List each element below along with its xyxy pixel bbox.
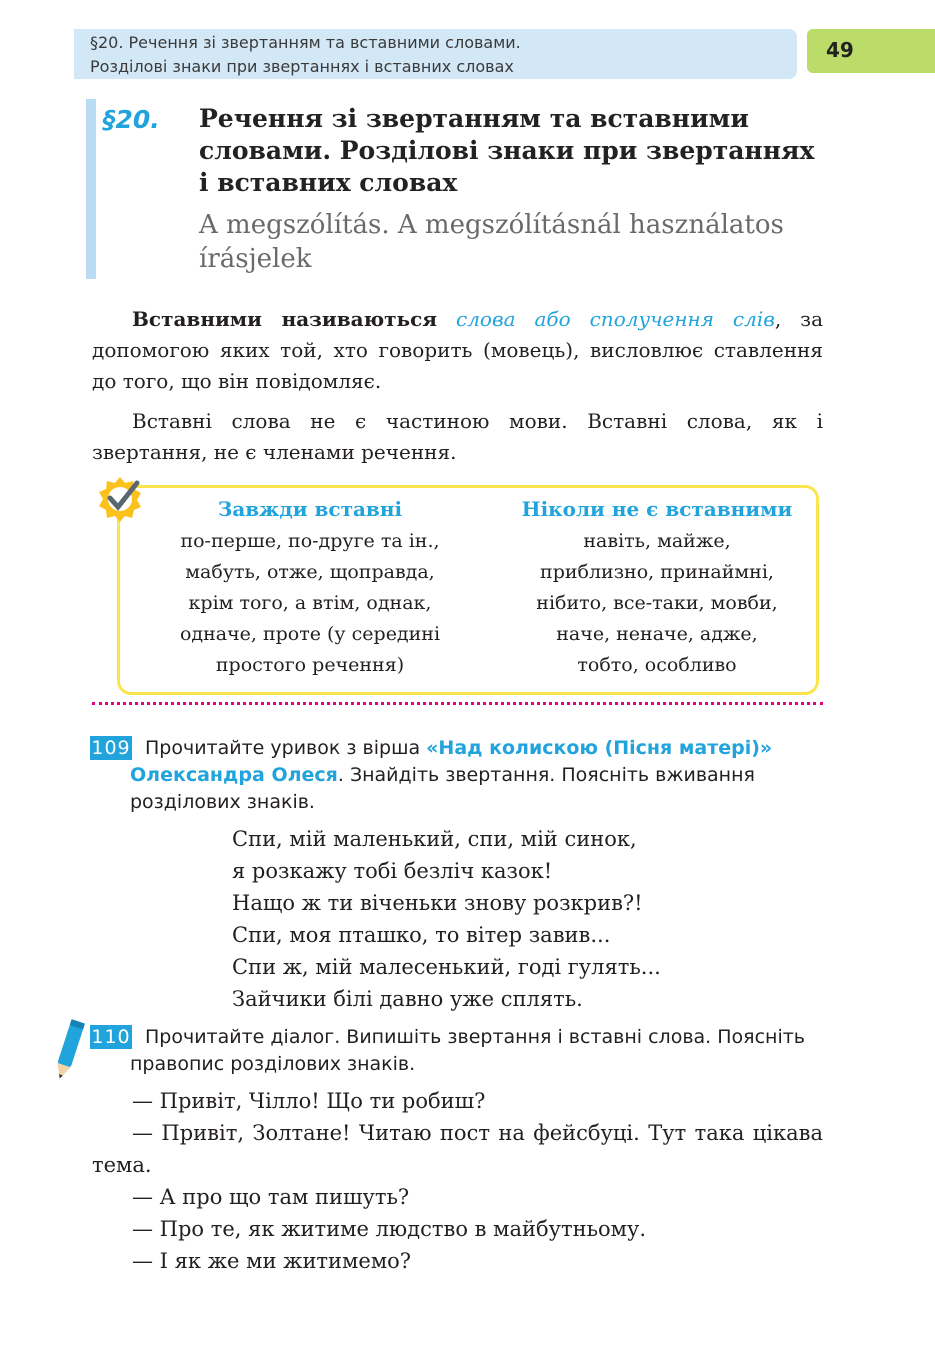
checkmark-gear-icon [95, 474, 145, 524]
poem-line: я розкажу тобі безліч казок! [232, 859, 553, 883]
poem-line: Спи ж, мій малесенький, годі гулять... [232, 955, 661, 979]
exercise-109-text-end: . Знайдіть звертання. Поясніть вживання розділових знаків. [130, 764, 755, 813]
dialog-line: — Про те, як житиме людство в майбутньому. [132, 1217, 647, 1241]
title-ua-line: словами. Розділові знаки при звертаннях [199, 136, 815, 165]
page-number: 49 [826, 38, 854, 62]
rule-line: тобто, особливо [577, 654, 737, 676]
poem-line: Спи, мій маленький, спи, мій синок, [232, 827, 637, 851]
pencil-icon [50, 1018, 88, 1082]
rule-line: крім того, а втім, однак, [188, 592, 432, 614]
running-header-line2: Розділові знаки при звертаннях і вставних словах [90, 57, 514, 76]
title-hu-line: A megszólítás. A megszólításnál használatos [199, 210, 784, 240]
running-header [90, 31, 521, 79]
rule-line: по-перше, по-друге та ін., [180, 530, 440, 552]
note-paragraph: Вставні слова не є частиною мови. Вставні слова, як і звертання, не є членами речення. [92, 409, 823, 464]
title-hu-line: írásjelek [199, 244, 312, 274]
section-title-hungarian [199, 208, 839, 276]
definition-term: Вставними називаються [132, 307, 438, 331]
exercise-number-badge: 109 [91, 737, 131, 759]
dialog [92, 1085, 823, 1277]
always-parenthetical-heading: Завжди вставні [217, 497, 403, 521]
running-header-line1: §20. Речення зі звертанням та вставними словами. [90, 33, 521, 52]
exercise-109-text: Прочитайте уривок з вірша [145, 737, 427, 759]
rule-line: мабуть, отже, щоправда, [185, 561, 435, 583]
section-title-ukrainian [199, 103, 839, 199]
rule-line: наче, неначе, адже, [556, 623, 758, 645]
definition-paragraph [92, 304, 823, 397]
never-parenthetical-column [507, 492, 807, 681]
definition-rest: , за допомогою яких той, хто говорить (мовець), висловлює ставлення до того, що він повідомляє. [92, 307, 823, 393]
title-accent-bar [86, 99, 96, 279]
rule-line: приблизно, принаймні, [540, 561, 774, 583]
poem [232, 823, 661, 1015]
exercise-110-instructions: Прочитайте діалог. Випишіть звертання і вставні слова. Поясніть правопис розділових знаків. [130, 1026, 805, 1075]
poem-line: Нащо ж ти віченьки знову розкрив?! [232, 891, 643, 915]
rule-line: нібито, все-таки, мовби, [536, 592, 778, 614]
poem-line: Зайчики білі давно уже сплять. [232, 987, 583, 1011]
poem-reference: «Над колискою (Пісня матері)» Олександра Олеся [130, 737, 773, 786]
rule-line: одначе, проте (у середині [179, 623, 441, 645]
dialog-line: — І як же ми житимемо? [132, 1249, 412, 1273]
dialog-line: — Привіт, Золтане! Читаю пост на фейсбуці. Тут така цікава тема. [92, 1121, 823, 1177]
section-divider [92, 702, 823, 705]
rule-line: навіть, майже, [583, 530, 731, 552]
never-parenthetical-heading: Ніколи не є вставними [521, 497, 793, 521]
poem-line: Спи, моя пташко, то вітер завив... [232, 923, 611, 947]
always-parenthetical-column [160, 492, 460, 681]
section-number: §20. [103, 105, 160, 134]
dialog-line: — Привіт, Чілло! Що ти робиш? [132, 1089, 486, 1113]
title-ua-line: Речення зі звертанням та вставними [199, 104, 749, 133]
title-ua-line: і вставних словах [199, 168, 458, 197]
rule-line: простого речення) [215, 654, 405, 676]
exercise-109-instructions [130, 735, 823, 816]
definition-accent: слова або сполучення слів [456, 307, 775, 331]
exercise-number-badge: 110 [91, 1026, 131, 1048]
dialog-line: — А про що там пишуть? [132, 1185, 410, 1209]
